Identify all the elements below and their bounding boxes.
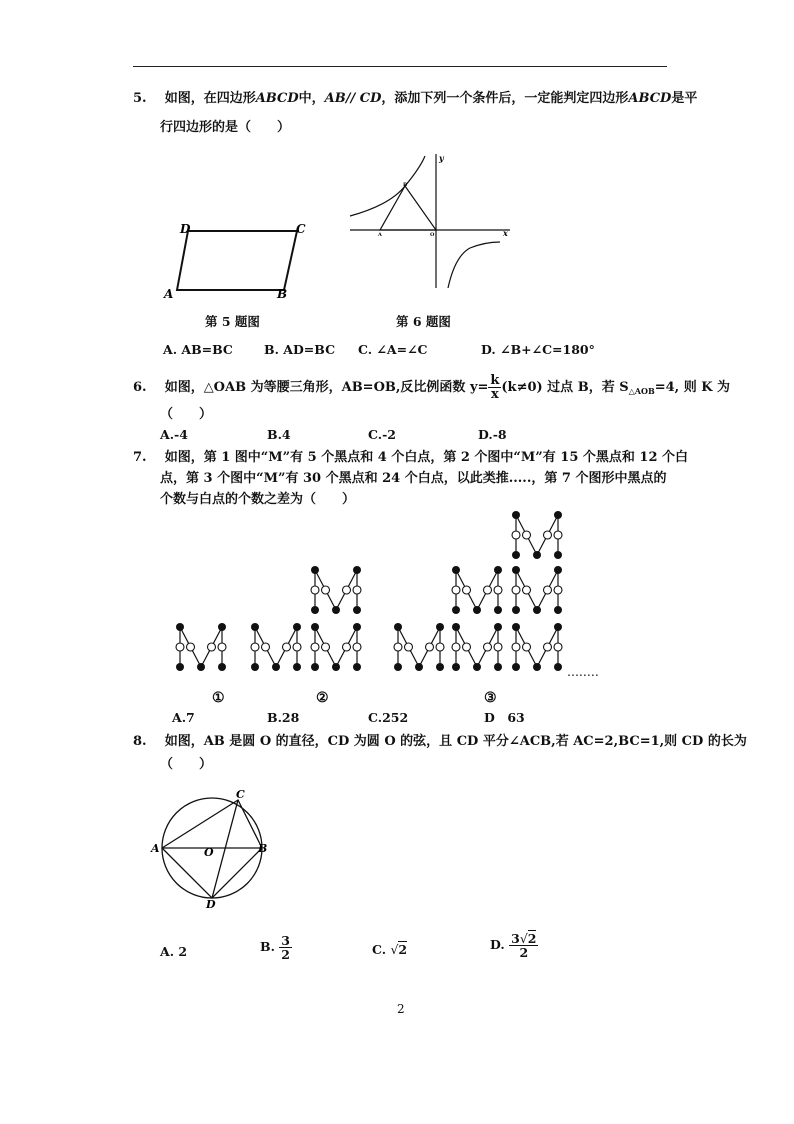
q7-option-d[interactable]: D 63 (484, 710, 525, 725)
white-dot (293, 643, 301, 651)
white-dot (523, 643, 531, 651)
q5-option-b[interactable]: B. AD=BC (264, 342, 336, 357)
black-dot (452, 663, 460, 671)
white-dot (554, 643, 562, 651)
white-dot (452, 586, 460, 594)
black-dot (293, 663, 301, 671)
white-dot (523, 586, 531, 594)
black-dot (272, 663, 280, 671)
black-dot (512, 623, 520, 631)
white-dot (311, 586, 319, 594)
page-number: 2 (397, 1002, 405, 1016)
black-dot (436, 663, 444, 671)
white-dot (436, 643, 444, 651)
white-dot (494, 643, 502, 651)
q6-option-b[interactable]: B.4 (267, 427, 291, 442)
black-dot (554, 663, 562, 671)
q6-option-a[interactable]: A.-4 (160, 427, 188, 442)
q7-line3: 个数与白点的个数之差为（ ） (160, 492, 356, 507)
white-dot (283, 643, 291, 651)
q5-line2: 行四边形的是（ ） (160, 120, 291, 135)
black-dot (494, 606, 502, 614)
q8-line1: 8. 如图，AB 是圆 O 的直径，CD 为圆 O 的弦，且 CD 平分∠ACB,若 AC=2,BC=1,则 CD 的长为 (133, 734, 747, 749)
white-dot (544, 531, 552, 539)
q7-option-b[interactable]: B.28 (267, 710, 300, 725)
white-dot (353, 586, 361, 594)
black-dot (533, 606, 541, 614)
black-dot (554, 623, 562, 631)
q8-label-b: B (258, 842, 268, 855)
white-dot (353, 643, 361, 651)
black-dot (452, 606, 460, 614)
white-dot (262, 643, 270, 651)
black-dot (554, 551, 562, 559)
black-dot (353, 606, 361, 614)
black-dot (473, 663, 481, 671)
white-dot (343, 586, 351, 594)
black-dot (512, 511, 520, 519)
white-dot (544, 643, 552, 651)
q8-circle-figure (150, 788, 275, 910)
black-dot (394, 663, 402, 671)
black-dot (415, 663, 423, 671)
white-dot (176, 643, 184, 651)
q7-line2: 点，第 3 个图中“M”有 30 个黑点和 24 个白点，以此类推.....，第 7 个图形中黑点的 (160, 471, 667, 486)
white-dot (311, 643, 319, 651)
white-dot (343, 643, 351, 651)
white-dot (512, 586, 520, 594)
black-dot (251, 663, 259, 671)
black-dot (512, 566, 520, 574)
white-dot (512, 643, 520, 651)
black-dot (353, 623, 361, 631)
q8-option-a[interactable]: A. 2 (160, 944, 188, 959)
white-dot (512, 531, 520, 539)
white-dot (322, 586, 330, 594)
black-dot (176, 623, 184, 631)
q6-label-b: B (403, 182, 408, 188)
white-dot (544, 586, 552, 594)
q8-option-d[interactable]: D. $\frac{3√2}{2}$ (490, 931, 537, 960)
q6-line1: 6. 如图，△OAB 为等腰三角形，AB=OB,反比例函数 y= $\frac{k}{x}$ (k≠0) 过点 B，若 $S_{\triangle AOB}=4$, 则 K 为 (133, 373, 731, 402)
q8-option-b[interactable]: B. $\frac{3}{2}$ (260, 933, 290, 962)
white-dot (484, 643, 492, 651)
white-dot (251, 643, 259, 651)
black-dot (452, 623, 460, 631)
black-dot (494, 663, 502, 671)
white-dot (554, 531, 562, 539)
q5-caption: 第 5 题图 (205, 314, 260, 329)
q5-line1: 5. 如图，在四边形ABCD中，AB// CD，添加下列一个条件后，一定能判定四边形ABCD是平 (133, 91, 698, 106)
black-dot (197, 663, 205, 671)
black-dot (512, 663, 520, 671)
q5-option-d[interactable]: D. ∠B+∠C=180° (481, 342, 595, 357)
white-dot (426, 643, 434, 651)
black-dot (436, 623, 444, 631)
q8-option-c[interactable]: C. √2 (372, 942, 408, 957)
q5-label-c: C (296, 222, 306, 236)
q5-option-a[interactable]: A. AB=BC (163, 342, 233, 357)
black-dot (311, 663, 319, 671)
q8-label-o: O (204, 846, 214, 859)
white-dot (322, 643, 330, 651)
white-dot (554, 586, 562, 594)
q7-line1: 7. 如图，第 1 图中“M”有 5 个黑点和 4 个白点，第 2 个图中“M”有 15 个黑点和 12 个白 (133, 450, 689, 465)
black-dot (251, 623, 259, 631)
black-dot (218, 623, 226, 631)
q7-fig-label-3: ③ (484, 690, 497, 706)
q6-label-a: A (378, 232, 382, 238)
white-dot (523, 531, 531, 539)
q7-fig-label-1: ① (212, 690, 225, 706)
black-dot (494, 566, 502, 574)
black-dot (394, 623, 402, 631)
black-dot (512, 551, 520, 559)
q7-option-a[interactable]: A.7 (172, 710, 195, 725)
q6-line2: （ ） (160, 407, 213, 422)
black-dot (353, 663, 361, 671)
white-dot (187, 643, 195, 651)
white-dot (494, 586, 502, 594)
q6-option-d[interactable]: D.-8 (478, 427, 507, 442)
white-dot (208, 643, 216, 651)
white-dot (463, 643, 471, 651)
black-dot (218, 663, 226, 671)
q8-line2: （ ） (160, 757, 213, 772)
black-dot (332, 663, 340, 671)
black-dot (554, 566, 562, 574)
black-dot (176, 663, 184, 671)
q6-caption: 第 6 题图 (396, 314, 451, 329)
white-dot (405, 643, 413, 651)
black-dot (533, 551, 541, 559)
black-dot (554, 606, 562, 614)
q6-label-x: x (503, 228, 508, 238)
black-dot (533, 663, 541, 671)
black-dot (311, 623, 319, 631)
q8-label-c: C (236, 788, 245, 801)
black-dot (554, 511, 562, 519)
white-dot (452, 643, 460, 651)
q6-label-y: y (439, 153, 444, 163)
q6-label-o: O (430, 232, 435, 238)
q5-label-a: A (164, 287, 174, 301)
white-dot (394, 643, 402, 651)
q5-label-d: D (180, 222, 191, 236)
white-dot (484, 586, 492, 594)
q8-label-a: A (151, 842, 160, 855)
q7-option-c[interactable]: C.252 (368, 710, 409, 725)
white-dot (218, 643, 226, 651)
white-dot (463, 586, 471, 594)
q5-option-c[interactable]: C. ∠A=∠C (358, 342, 428, 357)
black-dot (473, 606, 481, 614)
black-dot (512, 606, 520, 614)
black-dot (311, 606, 319, 614)
q7-ellipsis: ........ (567, 664, 599, 679)
q6-option-c[interactable]: C.-2 (368, 427, 396, 442)
black-dot (311, 566, 319, 574)
q7-fig-label-2: ② (316, 690, 329, 706)
q8-label-d: D (206, 898, 216, 911)
q6-fraction: $\frac{k}{x}$ (490, 373, 500, 402)
black-dot (293, 623, 301, 631)
q5-label-b: B (277, 287, 288, 301)
black-dot (332, 606, 340, 614)
black-dot (452, 566, 460, 574)
black-dot (494, 623, 502, 631)
black-dot (353, 566, 361, 574)
